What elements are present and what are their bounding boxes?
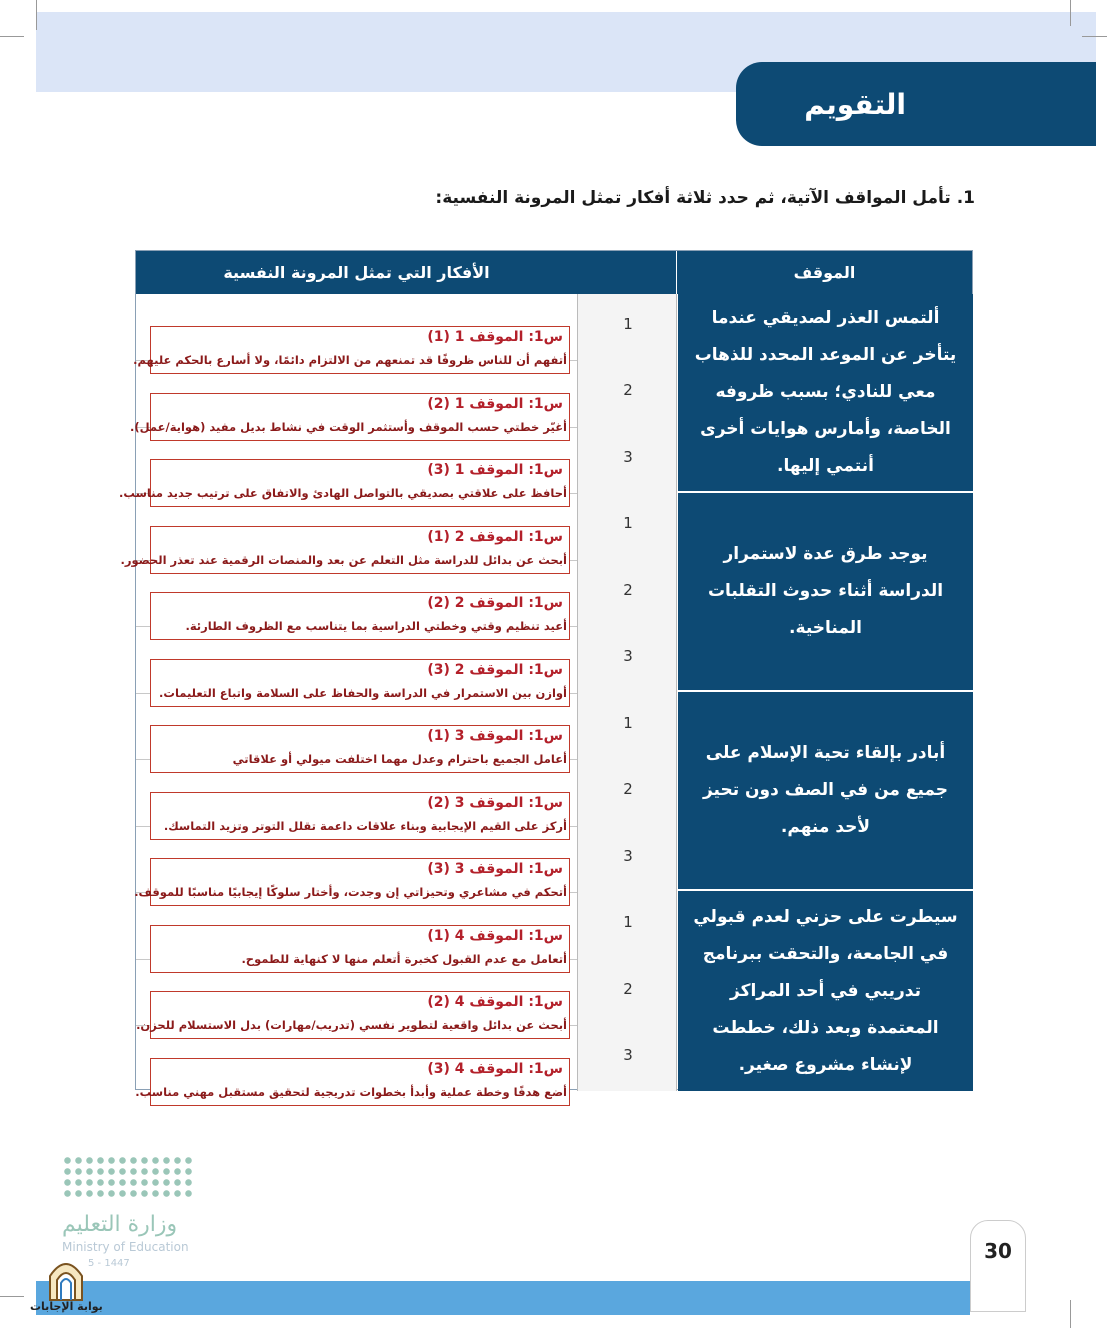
situation-cell: يوجد طرق عدة لاستمرار الدراسة أثناء حدوث التقلبات المناخية.	[678, 493, 973, 692]
answer-text: أتفهم أن للناس ظروفًا قد تمنعهم من الالتزام دائمًا، ولا أسارع بالحكم عليهم.	[133, 353, 567, 367]
crop-mark	[36, 0, 37, 30]
answer-box	[119, 459, 570, 507]
row-number: 3	[623, 647, 633, 665]
crop-mark	[1082, 36, 1107, 37]
crop-mark	[0, 1296, 24, 1297]
row-number: 1	[623, 913, 633, 931]
number-column	[577, 294, 677, 1091]
answer-label: س1: الموقف 1 (2)	[427, 396, 563, 412]
answer-text: أركز على القيم الإيجابية وبناء علاقات داعمة تقلل التوتر وتزيد التماسك.	[163, 819, 567, 833]
row-number: 1	[623, 714, 633, 732]
answer-box	[150, 592, 570, 640]
answer-box	[150, 792, 570, 840]
section-title-tab	[736, 62, 1096, 146]
ministry-name-ar: وزارة التعليم	[62, 1212, 178, 1237]
row-number: 3	[623, 847, 633, 865]
answer-box	[120, 526, 570, 574]
answer-text: أبحث عن بدائل للدراسة مثل التعلم عن بعد والمنصات الرقمية عند تعذر الحضور.	[120, 553, 567, 567]
answer-label: س1: الموقف 1 (1)	[427, 329, 563, 345]
answer-text: أعيد تنظيم وقتي وخطتي الدراسية بما يتناسب مع الظروف الطارئة.	[185, 619, 567, 633]
answer-text: أضع هدفًا وخطة عملية وأبدأ بخطوات تدريجية لتحقيق مستقبل مهني مناسب.	[135, 1085, 567, 1099]
answer-label: س1: الموقف 4 (3)	[427, 1061, 563, 1077]
answer-label: س1: الموقف 3 (3)	[427, 861, 563, 877]
answer-box	[135, 1058, 570, 1106]
evaluation-table	[119, 250, 973, 1099]
answer-label: س1: الموقف 1 (3)	[427, 462, 563, 478]
gate-icon	[46, 1256, 86, 1302]
row-number: 3	[623, 1046, 633, 1064]
answer-text: أتعامل مع عدم القبول كخبرة أتعلم منها لا كنهاية للطموح.	[241, 952, 567, 966]
answer-text: أتحكم في مشاعري وتحيزاتي إن وجدت، وأختار سلوكًا إيجابيًا مناسبًا للموقف.	[134, 885, 567, 899]
ministry-name-en: Ministry of Education	[62, 1240, 189, 1254]
section-title: التقويم	[804, 87, 906, 121]
answer-box	[150, 725, 570, 773]
row-number: 2	[623, 381, 633, 399]
situation-column	[678, 294, 973, 1091]
answer-box	[150, 659, 570, 707]
answer-text: أعامل الجميع باحترام وعدل مهما اختلفت ميولي أو علاقاتي	[232, 752, 567, 766]
answer-box	[150, 925, 570, 973]
answer-label: س1: الموقف 2 (1)	[427, 529, 563, 545]
answer-label: س1: الموقف 3 (1)	[427, 728, 563, 744]
page-number: 30	[984, 1239, 1012, 1263]
crop-mark	[1070, 1300, 1071, 1328]
answer-label: س1: الموقف 4 (2)	[427, 994, 563, 1010]
row-number: 2	[623, 780, 633, 798]
ministry-logo-dots	[62, 1155, 196, 1199]
row-number: 2	[623, 581, 633, 599]
header-ideas: الأفكار التي تمثل المرونة النفسية	[223, 263, 490, 282]
answer-box	[133, 326, 570, 374]
page-number-tab	[970, 1220, 1026, 1312]
answer-box	[136, 991, 570, 1039]
row-number: 1	[623, 315, 633, 333]
answer-text: أحافظ على علاقتي بصديقي بالتواصل الهادئ والاتفاق على ترتيب جديد مناسب.	[119, 486, 567, 500]
header-situation: الموقف	[676, 251, 972, 294]
situation-cell: ألتمس العذر لصديقي عندما يتأخر عن الموعد المحدد للذهاب معي للنادي؛ بسبب ظروفه الخاصة، وأمارس هوايات أخرى أنتمي إليها.	[678, 294, 973, 493]
bottom-band	[36, 1281, 970, 1315]
situation-cell: سيطرت على حزني لعدم قبولي في الجامعة، والتحقت ببرنامج تدريبي في أحد المراكز المعتمدة وبعد ذلك، خططت لإنشاء مشروع صغير.	[678, 891, 973, 1091]
answer-box	[130, 393, 570, 441]
row-number: 1	[623, 514, 633, 532]
answer-text: أوازن بين الاستمرار في الدراسة والحفاظ على السلامة واتباع التعليمات.	[159, 686, 567, 700]
answer-text: أغيّر خطتي حسب الموقف وأستثمر الوقت في نشاط بديل مفيد (هواية/عمل).	[130, 420, 567, 434]
crop-mark	[1070, 0, 1071, 26]
answer-label: س1: الموقف 4 (1)	[427, 928, 563, 944]
answer-box	[134, 858, 570, 906]
answer-text: أبحث عن بدائل واقعية لتطوير نفسي (تدريب/مهارات) بدل الاستسلام للحزن.	[136, 1018, 567, 1032]
answer-label: س1: الموقف 2 (3)	[427, 662, 563, 678]
answer-label: س1: الموقف 2 (2)	[427, 595, 563, 611]
row-number: 2	[623, 980, 633, 998]
answer-label: س1: الموقف 3 (2)	[427, 795, 563, 811]
row-number: 3	[623, 448, 633, 466]
situation-cell: أبادر بإلقاء تحية الإسلام على جميع من في الصف دون تحيز لأحد منهم.	[678, 692, 973, 891]
question-text: 1. تأمل المواقف الآتية، ثم حدد ثلاثة أفكار تمثل المرونة النفسية:	[435, 188, 975, 208]
watermark-text: بوابة الإجابات	[30, 1300, 103, 1313]
edition-year: 5 - 1447	[88, 1258, 130, 1269]
table-header	[136, 251, 972, 294]
ministry-logo	[62, 1155, 196, 1199]
crop-mark	[0, 36, 24, 37]
